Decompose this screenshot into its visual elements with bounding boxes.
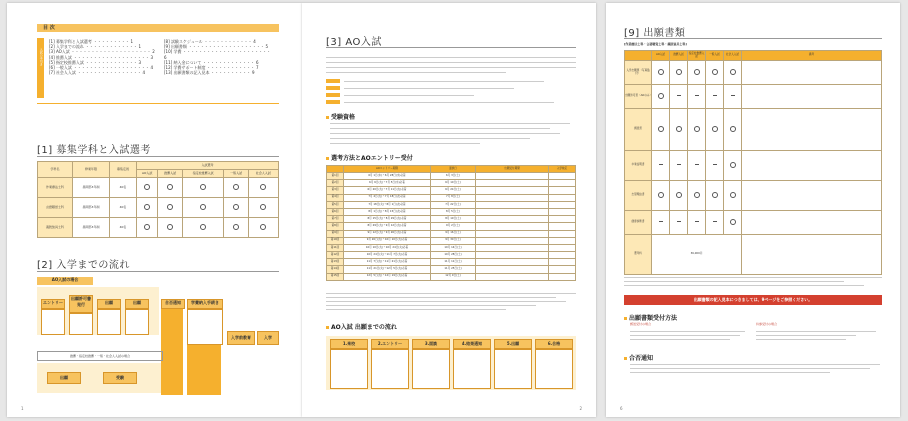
th-entry: AOエントリー期間	[344, 166, 431, 173]
toc-item[interactable]: [8] 試験スケジュール ・・・・・・・・・・・・ 4	[164, 39, 256, 44]
th-interview: 面談日	[431, 166, 476, 173]
interview-date-cell: 9月 2日(土)	[431, 223, 476, 230]
circle-mark	[167, 204, 173, 210]
entry-period-cell: 9月 12日(火)～9月 26日(火)必着	[344, 230, 431, 237]
ao-flow-step-note	[330, 349, 368, 389]
dash-mark	[695, 221, 699, 222]
circle-mark	[730, 69, 736, 75]
circle-mark	[260, 224, 266, 230]
exam-cell	[549, 230, 576, 237]
interview-date-cell: 11月 25日(土)	[431, 266, 476, 273]
toc-item[interactable]: [9] 出願書類 ・・・・・・・・・・・・・・・・・・・ 5	[164, 44, 269, 50]
entry-period-cell: 12月 5日(火)～12月 19日(火)必着	[344, 273, 431, 280]
fee-amount-cell: 36,000円	[652, 235, 742, 275]
table-row	[327, 194, 576, 201]
ao-flow-step-note	[494, 349, 532, 389]
th-ippan: 一般入試	[224, 170, 249, 178]
section-1-title: [1] 募集学科と入試選考	[37, 145, 151, 156]
ao-flow-step-note	[412, 349, 450, 389]
toc-item[interactable]: [5] 指定校推薦入試 ・・・・・・・・・・・・・ 3	[49, 59, 142, 65]
circle-mark	[233, 224, 239, 230]
th-shiteiko: 指定校推薦入試	[182, 170, 223, 178]
interview-date-cell: 8月 19日(土)	[431, 216, 476, 223]
remarks-cell	[742, 109, 882, 151]
circle-mark	[144, 204, 150, 210]
table-row	[327, 237, 576, 244]
table-row	[327, 216, 576, 223]
dash-mark	[659, 221, 663, 222]
th-application: 出願受付期間	[476, 166, 549, 173]
circle-mark	[658, 93, 664, 99]
remarks-cell	[742, 85, 882, 109]
circle-mark	[676, 126, 682, 132]
toc-item[interactable]: [12] 学費サポート制度 ・・・・・・・・・・・・ 7	[164, 64, 259, 70]
sub-mail: 郵送受付の場合	[630, 322, 652, 326]
dash-mark	[677, 221, 681, 222]
application-cell	[476, 201, 549, 208]
course-capacity: 40名	[110, 198, 137, 218]
doc-label-cell: 出願許可書（AOのみ）	[625, 85, 652, 109]
application-cell	[476, 208, 549, 215]
flow-other-exam: 受験	[103, 372, 137, 384]
round-cell: 第6回	[327, 208, 344, 215]
circle-mark	[200, 184, 206, 190]
remarks-cell	[742, 181, 882, 211]
course-name: 作業療法士科	[38, 178, 73, 198]
dash-mark	[713, 221, 717, 222]
circle-mark	[712, 192, 718, 198]
course-name: 言語聴覚士科	[38, 198, 73, 218]
course-capacity: 40名	[110, 218, 137, 238]
dash-mark	[731, 95, 735, 96]
flow-ao-label: AO入試の場合	[37, 277, 93, 285]
table-row	[327, 266, 576, 273]
course-table	[37, 161, 279, 238]
round-cell: 第4回	[327, 194, 344, 201]
ao-flow-step: 6.合格	[535, 339, 573, 349]
documents-table	[624, 50, 882, 275]
course-years: 昼間部3年制	[73, 178, 110, 198]
entry-period-cell: 6月 6日(火)～7月 5日(水)必着	[344, 180, 431, 187]
circle-mark	[260, 204, 266, 210]
application-cell	[476, 259, 549, 266]
table-row	[327, 201, 576, 208]
table-row	[327, 259, 576, 266]
ao-schedule-table	[326, 165, 576, 281]
th-shiteiko: 指定校推薦入試	[688, 51, 706, 61]
table-row	[625, 85, 882, 109]
circle-mark	[658, 126, 664, 132]
exam-cell	[549, 194, 576, 201]
ao-flow-step: 4.結果通知	[453, 339, 491, 349]
circle-mark	[712, 69, 718, 75]
remarks-cell	[742, 61, 882, 85]
circle-mark	[730, 126, 736, 132]
toc-title-bar	[37, 24, 279, 32]
th-ao: AO入試	[652, 51, 670, 61]
round-cell: 第2回	[327, 180, 344, 187]
round-cell: 第10回	[327, 237, 344, 244]
toc-item[interactable]: [2] 入学までの流れ ・・・・・・・・・・・・・ 1	[49, 44, 142, 50]
circle-mark	[694, 126, 700, 132]
toc-side-tab	[37, 38, 44, 98]
table-row	[38, 178, 279, 198]
flow-other-label: 推薦・指定校推薦・一般・社会人入試の場合	[37, 351, 163, 361]
doc-label-cell: 調査書	[625, 109, 652, 151]
entry-period-cell: 7月 18日(火)～8月 1日(火)必着	[344, 201, 431, 208]
circle-mark	[694, 69, 700, 75]
table-row	[327, 208, 576, 215]
th-shakaijin: 社会人入試	[724, 51, 742, 61]
flow-step-note	[125, 309, 149, 335]
table-row	[625, 181, 882, 211]
th-exam: 入学検定	[549, 166, 576, 173]
table-row	[625, 211, 882, 235]
toc-right-list	[164, 39, 274, 75]
table-row	[625, 235, 882, 275]
application-cell	[476, 244, 549, 251]
table-row	[38, 198, 279, 218]
sub-result: 合否通知	[624, 353, 653, 362]
flow-result-band	[161, 309, 183, 395]
entry-period-cell: 10月 24日(火)～11月 7日(火)必着	[344, 252, 431, 259]
flow-step-note	[69, 313, 93, 335]
round-cell: 第12回	[327, 252, 344, 259]
interview-date-cell: 10月 28日(土)	[431, 252, 476, 259]
round-cell: 第14回	[327, 266, 344, 273]
entry-period-cell: 6月 1日(木)～6月 28日(水)必着	[344, 173, 431, 180]
th-shakaijin: 社会人入試	[248, 170, 278, 178]
th-ao: AO入試	[137, 170, 158, 178]
dash-mark	[677, 164, 681, 165]
toc-item[interactable]: [1] 募集学科と入試選考 ・・・・・・・・・ 1	[49, 39, 134, 44]
toc-item[interactable]: [7] 社会人入試 ・・・・・・・・・・・・・・・・ 4	[49, 70, 146, 76]
application-cell	[476, 252, 549, 259]
table-row	[625, 109, 882, 151]
circle-mark	[676, 69, 682, 75]
round-cell: 第7回	[327, 216, 344, 223]
round-cell: 第1回	[327, 173, 344, 180]
table-row	[327, 273, 576, 280]
dash-mark	[659, 164, 663, 165]
exam-cell	[549, 237, 576, 244]
toc-item[interactable]: [3] AO入試 ・・・・・・・・・・・・・・・・・・・・ 2	[49, 49, 155, 55]
exam-cell	[549, 244, 576, 251]
circle-mark	[730, 162, 736, 168]
toc-item[interactable]: [13] 出願書類の記入見本 ・・・・・・・・・・ 9	[164, 70, 255, 76]
section-9-title: [9] 出願書類	[624, 28, 686, 39]
page-1	[7, 3, 302, 417]
ao-flow-step: 1.来校	[330, 339, 368, 349]
interview-date-cell: 7月 8日(土)	[431, 194, 476, 201]
th-course: 学科名	[38, 162, 73, 178]
entry-period-cell: 7月 4日(火)～7月 18日(火)必着	[344, 194, 431, 201]
interview-date-cell: 6月 3日(土)	[431, 173, 476, 180]
th-suisen: 推薦入試	[670, 51, 688, 61]
circle-mark	[712, 126, 718, 132]
dash-mark	[695, 164, 699, 165]
application-cell	[476, 273, 549, 280]
entry-period-cell: 6月 20日(火)～7月 11日(火)必着	[344, 187, 431, 194]
flow-step-payment: 学費納入手続き	[187, 299, 223, 309]
interview-date-cell: 10月 14日(土)	[431, 244, 476, 251]
section-3-title: [3] AO入試	[326, 37, 382, 48]
table-row	[38, 218, 279, 238]
application-cell	[476, 216, 549, 223]
remarks-cell	[742, 211, 882, 235]
circle-mark	[233, 204, 239, 210]
exam-cell	[549, 201, 576, 208]
table-row	[327, 187, 576, 194]
sub-selection: 選考方法とAOエントリー受付	[326, 153, 413, 162]
exam-cell	[549, 252, 576, 259]
flow-step-apply: 出願	[97, 299, 121, 309]
interview-date-cell: 11月 11日(土)	[431, 259, 476, 266]
round-cell: 第13回	[327, 259, 344, 266]
entry-period-cell: 9月 26日(火)～10月 10日(火)必着	[344, 237, 431, 244]
sub-acceptance: 出願書類受付方法	[624, 313, 677, 322]
flow-step-entry: エントリー	[41, 299, 65, 309]
course-name: 義肢装具士科	[38, 218, 73, 238]
page-number: 6	[620, 406, 623, 411]
course-years: 昼間部3年制	[73, 218, 110, 238]
ao-flow-step-note	[535, 349, 573, 389]
th-suisen: 推薦入試	[158, 170, 183, 178]
circle-mark	[658, 192, 664, 198]
entry-period-cell: 10月 10日(火)～10月 24日(火)必着	[344, 244, 431, 251]
exam-cell	[549, 223, 576, 230]
exam-cell	[549, 273, 576, 280]
circle-mark	[658, 69, 664, 75]
circle-mark	[676, 192, 682, 198]
doc-label-cell: 選考料	[625, 235, 652, 275]
th-capacity: 募集定員	[110, 162, 137, 178]
flow-other-apply: 出願	[47, 372, 81, 384]
ao-flow-step: 2.エントリー	[371, 339, 409, 349]
application-cell	[476, 266, 549, 273]
ao-flow-step-note	[371, 349, 409, 389]
page-number: 1	[21, 406, 24, 411]
interview-date-cell: 6月 10日(土)	[431, 180, 476, 187]
application-cell	[476, 180, 549, 187]
toc-item[interactable]: [6] 一般入試 ・・・・・・・・・・・・・・・・・・・ 4	[49, 64, 154, 70]
entry-period-cell: 8月 15日(火)～8月 29日(火)必着	[344, 216, 431, 223]
toc-item[interactable]: [4] 推薦入試 ・・・・・・・・・・・・・・・・・・・ 3	[49, 54, 154, 60]
flow-step-note	[41, 309, 65, 335]
application-cell	[476, 194, 549, 201]
toc-item[interactable]: [10] 学費 ・・・・・・・・・・・・・・・・・・・・・・ 6	[164, 49, 271, 60]
round-cell: 第11回	[327, 244, 344, 251]
doc-label-cell: 健康診断書	[625, 211, 652, 235]
circle-mark	[730, 219, 736, 225]
table-row	[625, 151, 882, 181]
application-cell	[476, 173, 549, 180]
toc-title: 目 次	[43, 25, 55, 31]
round-cell: 第8回	[327, 223, 344, 230]
flow-step-note	[97, 309, 121, 335]
circle-mark	[200, 224, 206, 230]
sub-eligibility: 受験資格	[326, 112, 355, 121]
circle-mark	[200, 204, 206, 210]
page-2	[302, 3, 596, 417]
toc-side-label: 入試の手引き	[39, 48, 44, 66]
th-selection: 入試選考	[137, 162, 279, 170]
ao-flow-step-note	[453, 349, 491, 389]
exam-cell	[549, 216, 576, 223]
interview-date-cell: 6月 24日(土)	[431, 187, 476, 194]
interview-date-cell: 7月 22日(土)	[431, 201, 476, 208]
toc-left-list	[49, 39, 159, 75]
round-cell: 第15回	[327, 273, 344, 280]
circle-mark	[167, 224, 173, 230]
dash-mark	[695, 95, 699, 96]
table-row	[327, 252, 576, 259]
interview-date-cell: 9月 16日(土)	[431, 230, 476, 237]
entry-period-cell: 8月 1日(火)～8月 15日(火)必着	[344, 208, 431, 215]
application-cell	[476, 187, 549, 194]
application-cell	[476, 223, 549, 230]
table-row	[327, 230, 576, 237]
remarks-cell	[742, 151, 882, 181]
doc-label-cell: 卒業証明書	[625, 151, 652, 181]
flow-step-note	[187, 309, 223, 345]
round-cell: 第9回	[327, 230, 344, 237]
page-number: 2	[579, 406, 582, 411]
circle-mark	[694, 192, 700, 198]
flow-step-permit: 出願許可書発行	[69, 295, 93, 313]
table-row	[625, 61, 882, 85]
circle-mark	[144, 224, 150, 230]
doc-table-subtitle: [作業療法士科・言語聴覚士科・義肢装具士科]	[624, 42, 687, 46]
exam-cell	[549, 187, 576, 194]
doc-label-cell: 入学志願票（写真貼付）	[625, 61, 652, 85]
flow-step-enroll: 入学	[257, 331, 279, 345]
sub-bring: 持参受付の場合	[756, 322, 778, 326]
table-row	[327, 223, 576, 230]
th-years: 修業年限	[73, 162, 110, 178]
flow-step-pre-edu: 入学前教育	[227, 331, 255, 345]
section-2-title: [2] 入学までの流れ	[37, 260, 130, 271]
entry-period-cell: 11月 7日(火)～11月 21日(火)必着	[344, 259, 431, 266]
interview-date-cell: 9月 30日(土)	[431, 237, 476, 244]
table-row	[327, 173, 576, 180]
circle-mark	[144, 184, 150, 190]
doc-label-cell: 志望理由書	[625, 181, 652, 211]
entry-period-cell: 8月 29日(火)～9月 12日(火)必着	[344, 223, 431, 230]
table-row	[327, 180, 576, 187]
exam-cell	[549, 208, 576, 215]
toc-item[interactable]: [11] 納入金について ・・・・・・・・・・・・・ 6	[164, 59, 259, 65]
application-cell	[476, 230, 549, 237]
entry-period-cell: 11月 21日(火)～12月 5日(火)必着	[344, 266, 431, 273]
round-cell: 第5回	[327, 201, 344, 208]
circle-mark	[233, 184, 239, 190]
sub-ao-flow: AO入試 出願までの流れ	[326, 322, 397, 331]
sample-notice-banner: 出願書類の記入見本につきましては、9ページをご参照ください。	[624, 295, 882, 305]
exam-cell	[549, 259, 576, 266]
interview-date-cell: 12月 9日(土)	[431, 273, 476, 280]
interview-date-cell: 8月 5日(土)	[431, 208, 476, 215]
circle-mark	[167, 184, 173, 190]
th-remarks: 備考	[742, 51, 882, 61]
table-row	[327, 244, 576, 251]
application-cell	[476, 237, 549, 244]
circle-mark	[260, 184, 266, 190]
dash-mark	[713, 95, 717, 96]
flow-step-apply-2: 出願	[125, 299, 149, 309]
ao-flow-step: 5.出願	[494, 339, 532, 349]
round-cell: 第3回	[327, 187, 344, 194]
ao-flow-step: 3.面談	[412, 339, 450, 349]
exam-cell	[549, 266, 576, 273]
dash-mark	[713, 164, 717, 165]
remarks-cell	[742, 235, 882, 275]
course-years: 昼間部3年制	[73, 198, 110, 218]
flow-step-result: 合否通知	[161, 299, 185, 309]
dash-mark	[677, 95, 681, 96]
th-ippan: 一般入試	[706, 51, 724, 61]
circle-mark	[730, 192, 736, 198]
course-capacity: 40名	[110, 178, 137, 198]
exam-cell	[549, 180, 576, 187]
page-6	[606, 3, 900, 417]
exam-cell	[549, 173, 576, 180]
flow-payment-band	[187, 345, 221, 395]
